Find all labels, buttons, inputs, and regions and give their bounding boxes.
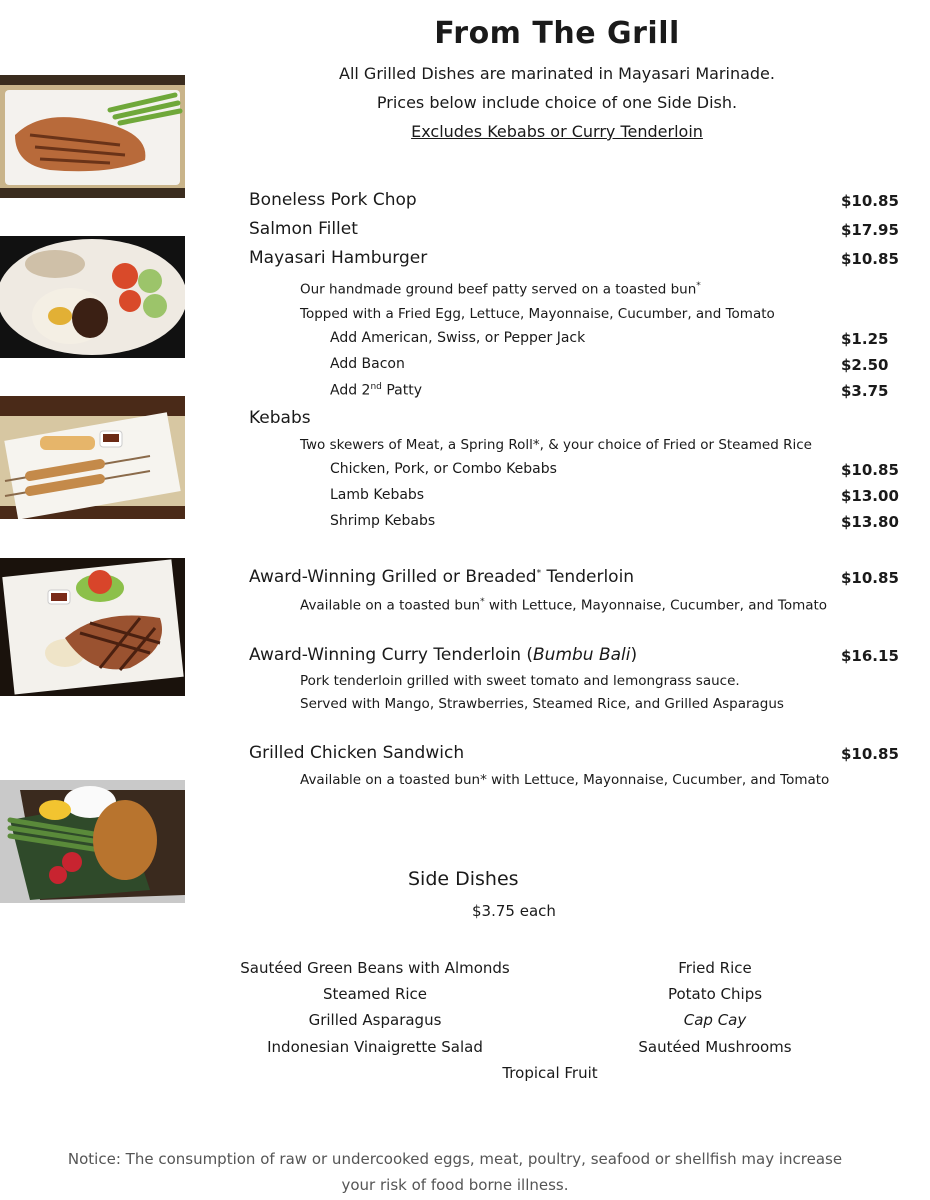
curry-description: Pork tenderloin grilled with sweet tomato and lemongrass sauce. <box>300 673 740 689</box>
addon-second-patty: Add 2nd Patty <box>330 382 422 399</box>
side-tropical-fruit: Tropical Fruit <box>502 1064 598 1082</box>
food-safety-notice-line-2: your risk of food borne illness. <box>341 1176 569 1194</box>
curry-tenderloin-photo <box>0 780 185 903</box>
item-salmon-fillet: Salmon Fillet <box>249 219 358 239</box>
price-addon-cheese: $1.25 <box>841 330 889 348</box>
side-dishes-price: $3.75 each <box>472 902 556 920</box>
kebab-option-chicken-pork-combo: Chicken, Pork, or Combo Kebabs <box>330 461 557 477</box>
side-dishes-heading: Side Dishes <box>408 868 519 890</box>
kebabs-description: Two skewers of Meat, a Spring Roll*, & your choice of Fried or Steamed Rice <box>300 437 812 453</box>
side-steamed-rice: Steamed Rice <box>322 985 428 1003</box>
hamburger-toppings: Topped with a Fried Egg, Lettuce, Mayonnaise, Cucumber, and Tomato <box>300 306 775 322</box>
intro-line-marinade: All Grilled Dishes are marinated in Mayasari Marinade. <box>339 64 775 83</box>
price-kebab-chicken-pork-combo: $10.85 <box>841 461 899 479</box>
side-grilled-asparagus: Grilled Asparagus <box>308 1011 442 1029</box>
price-kebab-shrimp: $13.80 <box>841 513 899 531</box>
hamburger-description: Our handmade ground beef patty served on a toasted bun* <box>300 281 701 298</box>
page-title: From The Grill <box>434 16 680 51</box>
intro-line-side-dish: Prices below include choice of one Side Dish. <box>376 93 738 112</box>
kebab-option-shrimp: Shrimp Kebabs <box>330 513 436 529</box>
kebab-option-lamb: Lamb Kebabs <box>330 487 425 503</box>
chicken-description: Available on a toasted bun* with Lettuce, Mayonnaise, Cucumber, and Tomato <box>300 772 830 788</box>
price-kebab-lamb: $13.00 <box>841 487 899 505</box>
hamburger-photo <box>0 236 185 358</box>
price-addon-bacon: $2.50 <box>841 356 889 374</box>
price-mayasari-hamburger: $10.85 <box>841 250 899 268</box>
side-sauteed-mushrooms: Sautéed Mushrooms <box>638 1038 792 1056</box>
side-green-beans: Sautéed Green Beans with Almonds <box>240 959 510 977</box>
curry-sides: Served with Mango, Strawberries, Steamed Rice, and Grilled Asparagus <box>300 696 784 712</box>
tenderloin-photo <box>0 558 185 696</box>
item-grilled-chicken-sandwich: Grilled Chicken Sandwich <box>249 743 465 763</box>
price-grilled-chicken-sandwich: $10.85 <box>841 745 899 763</box>
price-grilled-breaded-tenderloin: $10.85 <box>841 569 899 587</box>
tenderloin-description: Available on a toasted bun* with Lettuce, Mayonnaise, Cucumber, and Tomato <box>300 597 828 614</box>
side-fried-rice: Fried Rice <box>678 959 752 977</box>
side-cap-cay: Cap Cay <box>683 1011 747 1029</box>
side-vinaigrette-salad: Indonesian Vinaigrette Salad <box>267 1038 483 1056</box>
price-salmon-fillet: $17.95 <box>841 221 899 239</box>
price-boneless-pork-chop: $10.85 <box>841 192 899 210</box>
price-addon-second-patty: $3.75 <box>841 382 889 400</box>
item-kebabs: Kebabs <box>249 408 311 428</box>
item-grilled-breaded-tenderloin: Award-Winning Grilled or Breaded* Tenderloin <box>249 567 635 587</box>
intro-line-exclusions: Excludes Kebabs or Curry Tenderloin <box>411 122 703 141</box>
addon-cheese: Add American, Swiss, or Pepper Jack <box>330 330 586 346</box>
price-curry-tenderloin: $16.15 <box>841 647 899 665</box>
kebab-photo <box>0 396 185 519</box>
food-safety-notice-line-1: Notice: The consumption of raw or undercooked eggs, meat, poultry, seafood or shellfish may increase <box>67 1150 843 1168</box>
item-mayasari-hamburger: Mayasari Hamburger <box>249 248 428 268</box>
side-potato-chips: Potato Chips <box>667 985 763 1003</box>
salmon-photo <box>0 75 185 198</box>
addon-bacon: Add Bacon <box>330 356 405 372</box>
item-curry-tenderloin: Award-Winning Curry Tenderloin (Bumbu Bali) <box>249 645 638 665</box>
item-boneless-pork-chop: Boneless Pork Chop <box>249 190 417 210</box>
